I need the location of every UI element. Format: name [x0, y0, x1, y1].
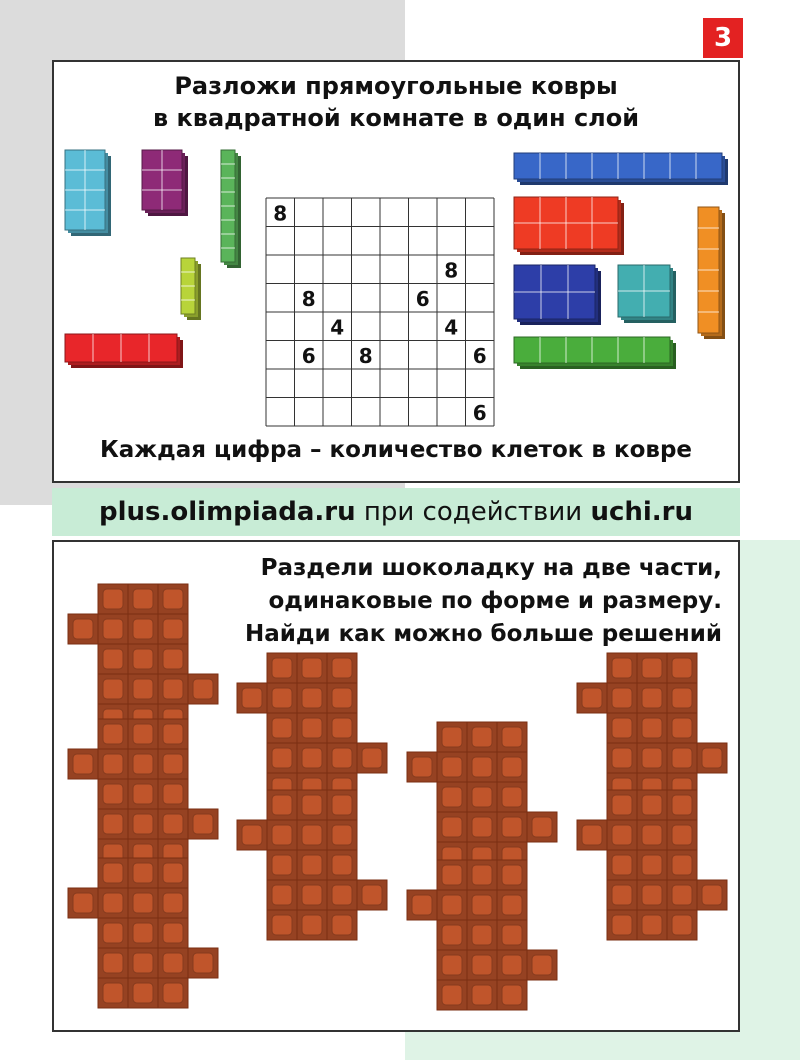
chocolate-cell-inner	[302, 855, 322, 875]
chocolate-cell-inner	[612, 718, 632, 738]
carpet-4	[181, 258, 201, 320]
chocolate-cell-inner	[103, 679, 123, 699]
chocolate-cell-inner	[163, 983, 183, 1003]
chocolate-cell-inner	[532, 955, 552, 975]
chocolate-bar-3	[68, 858, 218, 1008]
chocolate-cell-inner	[302, 658, 322, 678]
chocolate-cell-inner	[302, 795, 322, 815]
chocolate-cell-inner	[612, 885, 632, 905]
grid-number: 6	[415, 286, 430, 311]
chocolate-cell-inner	[442, 757, 462, 777]
chocolate-cell-inner	[472, 817, 492, 837]
chocolate-cell-inner	[442, 865, 462, 885]
chocolate-cell-inner	[133, 893, 153, 913]
chocolate-cell-inner	[302, 748, 322, 768]
chocolate-cell-inner	[302, 718, 322, 738]
chocolate-cell-inner	[163, 679, 183, 699]
chocolate-cell-inner	[163, 589, 183, 609]
chocolate-cell-inner	[332, 718, 352, 738]
chocolate-cell-inner	[672, 885, 692, 905]
carpet-puzzle-drawing	[54, 62, 738, 481]
chocolate-bar-2	[68, 719, 218, 869]
chocolate-bar-8	[577, 653, 727, 803]
chocolate-cell-inner	[272, 795, 292, 815]
room-grid	[266, 198, 494, 426]
chocolate-cell-inner	[702, 885, 722, 905]
chocolate-cell-inner	[133, 619, 153, 639]
chocolate-cell-inner	[442, 955, 462, 975]
grid-number: 8	[358, 343, 373, 368]
chocolate-cell-inner	[332, 795, 352, 815]
chocolate-cell-inner	[163, 724, 183, 744]
carpet-puzzle-caption: Каждая цифра – количество клеток в ковре	[99, 437, 693, 463]
chocolate-cell-inner	[103, 619, 123, 639]
carpet-2	[142, 150, 188, 216]
chocolate-cell-inner	[642, 855, 662, 875]
chocolate-cell-inner	[103, 923, 123, 943]
chocolate-cell-inner	[193, 679, 213, 699]
chocolate-cell-inner	[502, 955, 522, 975]
chocolate-cell-inner	[672, 658, 692, 678]
chocolate-cell-inner	[272, 658, 292, 678]
chocolate-cell-inner	[163, 619, 183, 639]
chocolate-cell-inner	[272, 885, 292, 905]
chocolate-cell-inner	[582, 688, 602, 708]
chocolate-cell-inner	[502, 865, 522, 885]
chocolate-cell-inner	[193, 953, 213, 973]
chocolate-cell-inner	[502, 757, 522, 777]
chocolate-cell-inner	[642, 688, 662, 708]
chocolate-bar-4	[237, 653, 387, 803]
chocolate-cell-inner	[163, 923, 183, 943]
carpet-title-line-2: в квадратной комнате в один слой	[152, 104, 640, 132]
chocolate-cell-inner	[412, 757, 432, 777]
grid-number: 6	[472, 343, 487, 368]
grid-number: 4	[330, 315, 345, 340]
chocolate-cell-inner	[672, 855, 692, 875]
chocolate-cell-inner	[133, 724, 153, 744]
chocolate-cell-inner	[242, 825, 262, 845]
chocolate-cell-inner	[502, 895, 522, 915]
chocolate-cell-inner	[642, 748, 662, 768]
chocolate-cell-inner	[502, 727, 522, 747]
chocolate-cell-inner	[612, 748, 632, 768]
banner-site-uchi[interactable]: uchi.ru	[590, 497, 693, 527]
chocolate-cell-inner	[502, 787, 522, 807]
chocolate-cell-inner	[332, 885, 352, 905]
chocolate-cell-inner	[672, 795, 692, 815]
chocolate-cell-inner	[612, 658, 632, 678]
chocolate-cell-inner	[642, 658, 662, 678]
chocolate-cell-inner	[163, 754, 183, 774]
grid-number: 8	[444, 258, 459, 283]
chocolate-cell-inner	[133, 784, 153, 804]
chocolate-cell-inner	[672, 718, 692, 738]
chocolate-cell-inner	[272, 688, 292, 708]
chocolate-cell-inner	[472, 955, 492, 975]
chocolate-puzzle-title	[245, 552, 722, 651]
chocolate-title-line-1: Раздели шоколадку на две части,	[260, 555, 722, 581]
chocolate-cell-inner	[472, 925, 492, 945]
chocolate-cell-inner	[702, 748, 722, 768]
carpet-11	[514, 337, 676, 369]
chocolate-cell-inner	[642, 718, 662, 738]
carpet-10	[618, 265, 676, 323]
grid-number: 8	[301, 286, 316, 311]
chocolate-cell-inner	[272, 825, 292, 845]
carpet-6	[514, 153, 728, 185]
chocolate-cell-inner	[272, 748, 292, 768]
chocolate-cell-inner	[612, 795, 632, 815]
chocolate-cell-inner	[272, 915, 292, 935]
banner-site-olimpiada[interactable]: plus.olimpiada.ru	[99, 497, 356, 527]
grid-number: 6	[301, 343, 316, 368]
chocolate-cell-inner	[302, 915, 322, 935]
chocolate-cell-inner	[103, 863, 123, 883]
chocolate-bar-7	[407, 860, 557, 1010]
chocolate-cell-inner	[163, 863, 183, 883]
chocolate-cell-inner	[672, 825, 692, 845]
chocolate-cell-inner	[442, 787, 462, 807]
chocolate-cell-inner	[133, 589, 153, 609]
chocolate-bar-1	[68, 584, 218, 734]
chocolate-cell-inner	[302, 885, 322, 905]
chocolate-cell-inner	[133, 814, 153, 834]
chocolate-cell-inner	[103, 649, 123, 669]
chocolate-cell-inner	[103, 754, 123, 774]
chocolate-cell-inner	[642, 885, 662, 905]
chocolate-cell-inner	[193, 814, 213, 834]
chocolate-cell-inner	[642, 795, 662, 815]
chocolate-cell-inner	[442, 817, 462, 837]
chocolate-cell-inner	[73, 893, 93, 913]
chocolate-cell-inner	[302, 825, 322, 845]
chocolate-cell-inner	[332, 915, 352, 935]
chocolate-cell-inner	[612, 855, 632, 875]
chocolate-cell-inner	[163, 784, 183, 804]
chocolate-cell-inner	[163, 893, 183, 913]
chocolate-cell-inner	[133, 754, 153, 774]
chocolate-cell-inner	[582, 825, 602, 845]
carpet-7	[514, 197, 624, 255]
chocolate-cell-inner	[133, 679, 153, 699]
carpet-puzzle-panel	[52, 60, 740, 483]
chocolate-cell-inner	[472, 787, 492, 807]
chocolate-cell-inner	[133, 649, 153, 669]
chocolate-cell-inner	[442, 727, 462, 747]
chocolate-cell-inner	[612, 915, 632, 935]
chocolate-bar-6	[407, 722, 557, 872]
carpet-title-line-1: Разложи прямоугольные ковры	[174, 72, 618, 100]
chocolate-cell-inner	[272, 855, 292, 875]
chocolate-cell-inner	[642, 825, 662, 845]
chocolate-cell-inner	[332, 855, 352, 875]
chocolate-cell-inner	[103, 893, 123, 913]
chocolate-cell-inner	[442, 925, 462, 945]
chocolate-cell-inner	[672, 915, 692, 935]
grid-number: 8	[273, 201, 288, 226]
carpet-9	[514, 265, 601, 325]
chocolate-cell-inner	[502, 925, 522, 945]
chocolate-cell-inner	[472, 865, 492, 885]
chocolate-cell-inner	[73, 619, 93, 639]
chocolate-cell-inner	[502, 817, 522, 837]
carpet-5	[65, 334, 183, 368]
chocolate-title-line-2: одинаковые по форме и размеру.	[268, 588, 722, 614]
page-number-badge: 3	[703, 18, 743, 58]
grid-number: 4	[444, 315, 459, 340]
chocolate-cell-inner	[362, 748, 382, 768]
chocolate-puzzle-panel	[52, 540, 740, 1032]
chocolate-title-line-3: Найди как можно больше решений	[244, 621, 722, 647]
chocolate-cell-inner	[332, 658, 352, 678]
chocolate-cell-inner	[502, 985, 522, 1005]
chocolate-cell-inner	[133, 953, 153, 973]
chocolate-cell-inner	[133, 983, 153, 1003]
chocolate-bar-5	[237, 790, 387, 940]
chocolate-cell-inner	[103, 953, 123, 973]
chocolate-cell-inner	[612, 825, 632, 845]
chocolate-cell-inner	[362, 885, 382, 905]
carpet-8	[698, 207, 725, 339]
chocolate-cell-inner	[412, 895, 432, 915]
chocolate-cell-inner	[242, 688, 262, 708]
chocolate-cell-inner	[302, 688, 322, 708]
carpet-1	[65, 150, 111, 236]
chocolate-cell-inner	[332, 748, 352, 768]
chocolate-cell-inner	[73, 754, 93, 774]
chocolate-cell-inner	[442, 895, 462, 915]
chocolate-cell-inner	[103, 784, 123, 804]
chocolate-cell-inner	[332, 688, 352, 708]
chocolate-cell-inner	[163, 649, 183, 669]
chocolate-cell-inner	[472, 895, 492, 915]
chocolate-cell-inner	[103, 814, 123, 834]
chocolate-cell-inner	[532, 817, 552, 837]
chocolate-cell-inner	[272, 718, 292, 738]
chocolate-cell-inner	[642, 915, 662, 935]
grid-number: 6	[472, 400, 487, 425]
chocolate-cell-inner	[133, 863, 153, 883]
chocolate-cell-inner	[332, 825, 352, 845]
chocolate-cell-inner	[163, 953, 183, 973]
chocolate-cell-inner	[672, 748, 692, 768]
chocolate-cell-inner	[103, 589, 123, 609]
chocolate-cell-inner	[442, 985, 462, 1005]
chocolate-bar-9	[577, 790, 727, 940]
carpet-3	[221, 150, 241, 268]
chocolate-cell-inner	[163, 814, 183, 834]
chocolate-cell-inner	[612, 688, 632, 708]
chocolate-cell-inner	[672, 688, 692, 708]
chocolate-cell-inner	[472, 757, 492, 777]
banner-middle-text: при содействии	[355, 497, 591, 527]
credits-banner	[52, 488, 740, 536]
chocolate-cell-inner	[472, 985, 492, 1005]
chocolate-cell-inner	[103, 983, 123, 1003]
chocolate-cell-inner	[472, 727, 492, 747]
chocolate-cell-inner	[133, 923, 153, 943]
chocolate-cell-inner	[103, 724, 123, 744]
